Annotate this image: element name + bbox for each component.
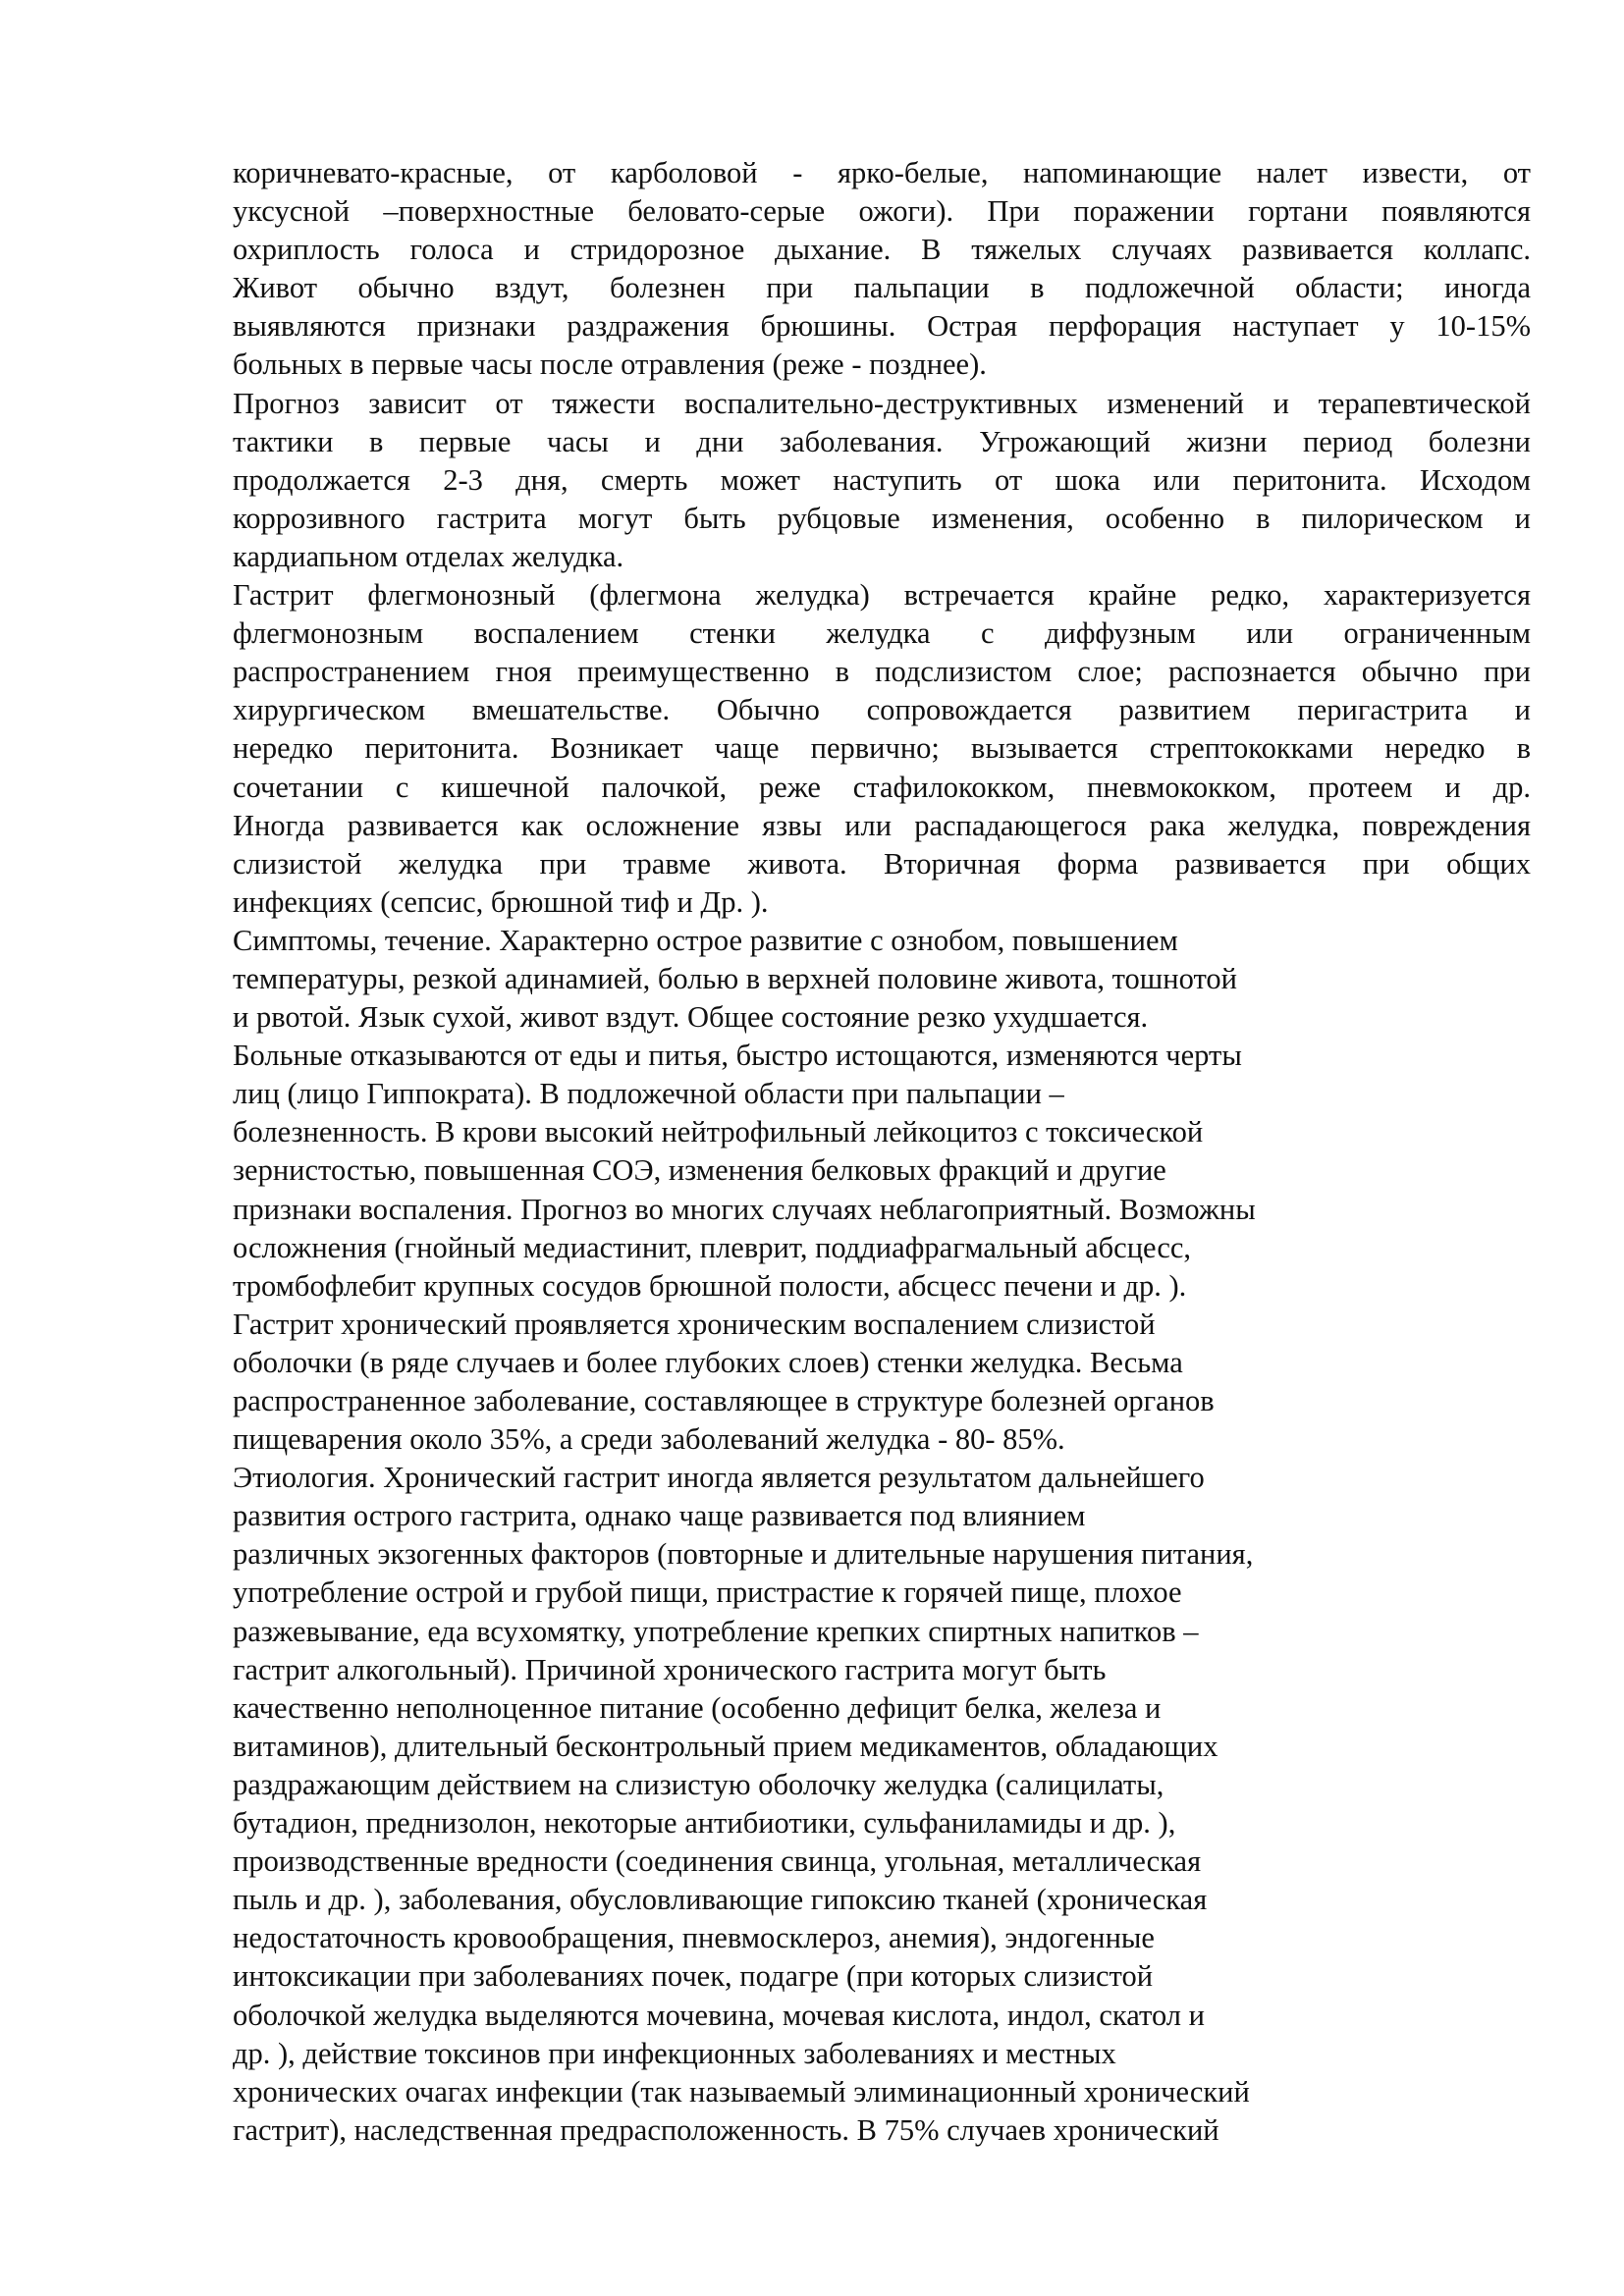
paragraph-p3 bbox=[233, 576, 1531, 922]
text-line: охриплость голоса и стридорозное дыхание. В тяжелых случаях развивается коллапс. bbox=[233, 233, 1531, 267]
text-line: оболочки (в ряде случаев и более глубоких слоев) стенки желудка. Весьма bbox=[233, 1345, 1183, 1379]
text-line: осложнения (гнойный медиастинит, плеврит, поддиафрагмальный абсцесс, bbox=[233, 1230, 1192, 1264]
text-line: коррозивного гастрита могут быть рубцовые изменения, особенно в пилорическом и bbox=[233, 501, 1531, 535]
text-line: употребление острой и грубой пищи, пристрастие к горячей пище, плохое bbox=[233, 1575, 1182, 1610]
text-line: флегмонозным воспалением стенки желудка с диффузным или ограниченным bbox=[233, 616, 1531, 651]
text-line: производственные вредности (соединения свинца, угольная, металлическая bbox=[233, 1844, 1202, 1879]
text-line: хирургическом вмешательстве. Обычно сопровождается развитием перигастрита и bbox=[233, 693, 1531, 727]
paragraph-p4 bbox=[233, 922, 1531, 1306]
text-line: нередко перитонита. Возникает чаще первично; вызывается стрептококками нередко в bbox=[233, 731, 1531, 766]
text-line: различных экзогенных факторов (повторные и длительные нарушения питания, bbox=[233, 1537, 1254, 1572]
text-line: Симптомы, течение. Характерно острое развитие с ознобом, повышением bbox=[233, 923, 1178, 957]
text-line: слизистой желудка при травме живота. Вторичная форма развивается при общих bbox=[233, 846, 1531, 881]
text-line: оболочкой желудка выделяются мочевина, мочевая кислота, индол, скатол и bbox=[233, 1998, 1205, 2032]
text-line: Гастрит хронический проявляется хроническим воспалением слизистой bbox=[233, 1307, 1156, 1341]
text-line: Живот обычно вздут, болезнен при пальпации в подложечной области; иногда bbox=[233, 271, 1531, 305]
text-line: выявляются признаки раздражения брюшины. Острая перфорация наступает у 10-15% bbox=[233, 309, 1531, 344]
document-page bbox=[233, 154, 1531, 2150]
text-line: гастрит алкогольный). Причиной хронического гастрита могут быть bbox=[233, 1652, 1107, 1686]
text-line: признаки воспаления. Прогноз во многих случаях неблагоприятный. Возможны bbox=[233, 1192, 1256, 1226]
text-line: недостаточность кровообращения, пневмосклероз, анемия), эндогенные bbox=[233, 1921, 1155, 1955]
text-line: Иногда развивается как осложнение язвы или распадающегося рака желудка, повреждения bbox=[233, 808, 1531, 842]
text-line: др. ), действие токсинов при инфекционных заболеваниях и местных bbox=[233, 2036, 1116, 2070]
text-line: и рвотой. Язык сухой, живот вздут. Общее состояние резко ухудшается. bbox=[233, 1000, 1149, 1035]
text-line: сочетании с кишечной палочкой, реже стафилококком, пневмококком, протеем и др. bbox=[233, 770, 1531, 804]
text-line: тактики в первые часы и дни заболевания. Угрожающий жизни период болезни bbox=[233, 424, 1531, 458]
text-line: витаминов), длительный бесконтрольный прием медикаментов, обладающих bbox=[233, 1729, 1218, 1763]
text-line: Гастрит флегмонозный (флегмона желудка) встречается крайне редко, характеризуется bbox=[233, 578, 1531, 613]
text-line: инфекциях (сепсис, брюшной тиф и Др. ). bbox=[233, 884, 769, 919]
text-line: тромбофлебит крупных сосудов брюшной полости, абсцесс печени и др. ). bbox=[233, 1268, 1187, 1303]
paragraph-p1 bbox=[233, 154, 1531, 385]
text-line: распространенное заболевание, составляющее в структуре болезней органов bbox=[233, 1384, 1215, 1417]
text-line: распространением гноя преимущественно в подслизистом слое; распознается обычно при bbox=[233, 655, 1531, 689]
text-line: Больные отказываются от еды и питья, быстро истощаются, изменяются черты bbox=[233, 1039, 1242, 1073]
text-line: интоксикации при заболеваниях почек, подагре (при которых слизистой bbox=[233, 1959, 1154, 1994]
text-line: болезненность. В крови высокий нейтрофильный лейкоцитоз с токсической bbox=[233, 1115, 1204, 1149]
paragraph-p6 bbox=[233, 1459, 1531, 2150]
text-line: качественно неполноценное питание (особенно дефицит белка, железа и bbox=[233, 1690, 1162, 1725]
text-line: хронических очагах инфекции (так называемый элиминационный хронический bbox=[233, 2074, 1250, 2109]
text-line: развития острого гастрита, однако чаще развивается под влиянием bbox=[233, 1499, 1086, 1533]
text-line: продолжается 2-3 дня, смерть может наступить от шока или перитонита. Исходом bbox=[233, 462, 1531, 497]
text-line: Прогноз зависит от тяжести воспалительно-деструктивных изменений и терапевтической bbox=[233, 386, 1531, 420]
text-line: гастрит), наследственная предрасположенность. В 75% случаев хронический bbox=[233, 2112, 1219, 2147]
text-line: температуры, резкой адинамией, болью в верхней половине живота, тошнотой bbox=[233, 961, 1237, 995]
text-line: уксусной –поверхностные беловато-серые ожоги). При поражении гортани появляются bbox=[233, 194, 1531, 229]
text-line: кардиапьном отделах желудка. bbox=[233, 539, 624, 573]
text-line: коричневато-красные, от карболовой - ярко-белые, напоминающие налет извести, от bbox=[233, 156, 1531, 189]
text-line: бутадион, преднизолон, некоторые антибиотики, сульфаниламиды и др. ), bbox=[233, 1806, 1176, 1841]
text-line: больных в первые часы после отравления (реже - позднее). bbox=[233, 347, 987, 382]
text-line: лиц (лицо Гиппократа). В подложечной области при пальпации – bbox=[233, 1077, 1064, 1111]
paragraph-p5 bbox=[233, 1306, 1531, 1459]
text-line: Этиология. Хронический гастрит иногда является результатом дальнейшего bbox=[233, 1461, 1205, 1495]
paragraph-p2 bbox=[233, 385, 1531, 576]
text-line: пыль и др. ), заболевания, обусловливающие гипоксию тканей (хроническая bbox=[233, 1883, 1208, 1917]
text-line: раздражающим действием на слизистую оболочку желудка (салицилаты, bbox=[233, 1767, 1164, 1801]
text-line: разжевывание, еда всухомятку, употребление крепких спиртных напитков – bbox=[233, 1614, 1199, 1648]
text-line: пищеварения около 35%, а среди заболеваний желудка - 80- 85%. bbox=[233, 1422, 1065, 1457]
text-line: зернистостью, повышенная СОЭ, изменения белковых фракций и другие bbox=[233, 1153, 1166, 1188]
